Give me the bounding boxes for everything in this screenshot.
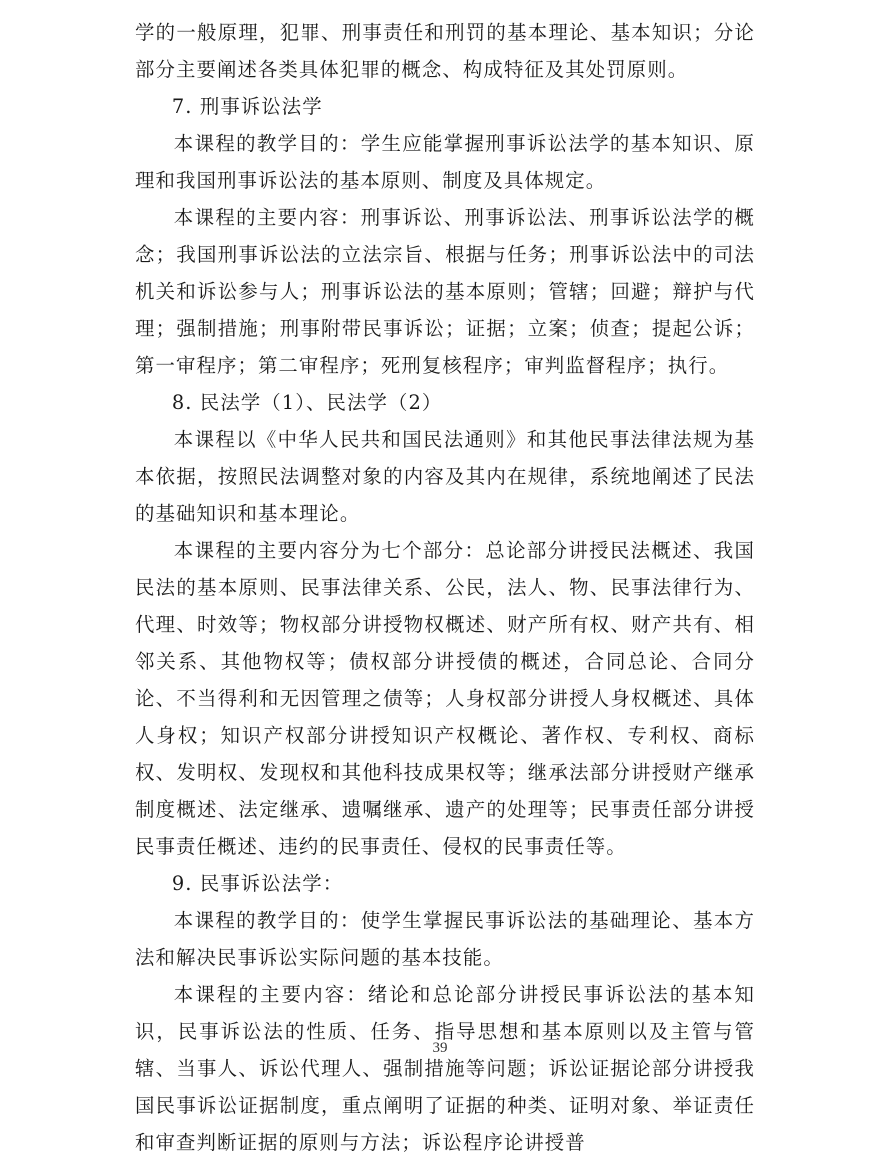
paragraph-teaching-goal: 本课程的教学目的：学生应能掌握刑事诉讼法学的基本知识、原理和我国刑事诉讼法的基本原则、制度及具体规定。	[135, 132, 755, 192]
section-heading-civil-procedure: 9. 民事诉讼法学：	[171, 872, 344, 895]
paragraph-continuation: 学的一般原理，犯罪、刑事责任和刑罚的基本理论、基本知识；分论部分主要阐述各类具体犯罪的概念、构成特征及其处罚原则。	[135, 21, 755, 81]
document-page	[135, 14, 755, 1161]
paragraph-main-content: 本课程的主要内容分为七个部分：总论部分讲授民法概述、我国民法的基本原则、民事法律关系、公民，法人、物、民事法律行为、代理、时效等；物权部分讲授物权概述、财产所有权、财产共有、相邻关系、其他物权等；债权部分讲授债的概述，合同总论、合同分论、不当得利和无因管理之债等；人身权部分讲授人身权概述、具体人身权；知识产权部分讲授知识产权概论、著作权、专利权、商标权、发明权、发现权和其他科技成果权等；继承法部分讲授财产继承制度概述、法定继承、遗嘱继承、遗产的处理等；民事责任部分讲授民事责任概述、违约的民事责任、侵权的民事责任等。	[135, 539, 755, 858]
section-heading-civil-law: 8. 民法学（1）、民法学（2）	[171, 391, 443, 414]
paragraph-main-content: 本课程的主要内容：刑事诉讼、刑事诉讼法、刑事诉讼法学的概念；我国刑事诉讼法的立法宗旨、根据与任务；刑事诉讼法中的司法机关和诉讼参与人；刑事诉讼法的基本原则；管辖；回避；辩护与代理；强制措施；刑事附带民事诉讼；证据；立案；侦查；提起公诉；第一审程序；第二审程序；死刑复核程序；审判监督程序；执行。	[135, 206, 755, 377]
paragraph-course-basis: 本课程以《中华人民共和国民法通则》和其他民事法律法规为基本依据，按照民法调整对象的内容及其内在规律，系统地阐述了民法的基础知识和基本理论。	[135, 428, 755, 525]
paragraph-teaching-goal: 本课程的教学目的：使学生掌握民事诉讼法的基础理论、基本方法和解决民事诉讼实际问题的基本技能。	[135, 909, 755, 969]
page-number: 39	[432, 1040, 448, 1056]
section-heading-criminal-procedure: 7. 刑事诉讼法学	[171, 95, 323, 118]
paragraph-main-content: 本课程的主要内容：绪论和总论部分讲授民事诉讼法的基本知识，民事诉讼法的性质、任务、指导思想和基本原则以及主管与管辖、当事人、诉讼代理人、强制措施等问题；诉讼证据论部分讲授我国民事诉讼证据制度，重点阐明了证据的种类、证明对象、举证责任和审查判断证据的原则与方法；诉讼程序论讲授普	[135, 983, 755, 1154]
